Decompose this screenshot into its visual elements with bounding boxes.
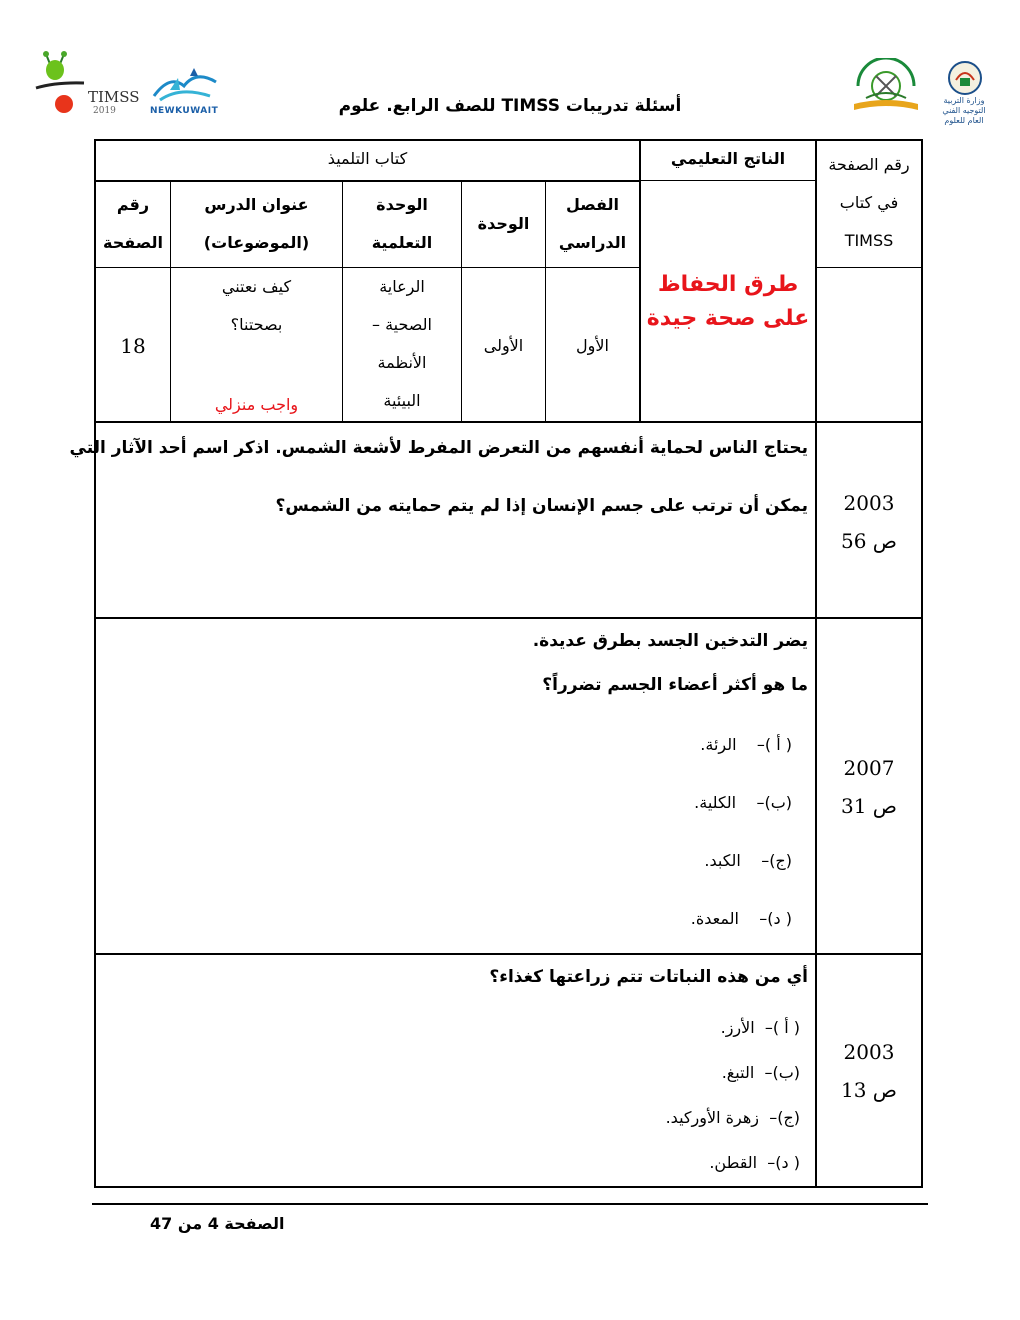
option-label: ( د)– bbox=[767, 1153, 800, 1172]
newkuwait-logo-icon bbox=[150, 66, 222, 106]
option-row bbox=[100, 1010, 800, 1055]
option-label: ( د)– bbox=[759, 909, 792, 928]
science-directorate-logo-icon bbox=[846, 58, 926, 116]
option-label: ( أ )– bbox=[764, 1018, 800, 1037]
option-label: (ب)– bbox=[756, 793, 792, 812]
header-unit: الوحدة bbox=[477, 214, 530, 233]
option-text: الكبد. bbox=[704, 851, 741, 870]
option-text: التبغ. bbox=[721, 1063, 755, 1082]
newkuwait-logo-text: NEWKUWAIT bbox=[150, 106, 219, 116]
option-text: الكلية. bbox=[694, 793, 737, 812]
learning-unit-value: الرعاية الصحية – الأنظمة البيئية bbox=[371, 277, 432, 410]
question-2-ref: 2007 ص 31 bbox=[841, 756, 897, 818]
option-label: (ج)– bbox=[761, 851, 792, 870]
option-row bbox=[100, 1145, 800, 1190]
learning-outcome-value: طرق الحفاظ على صحة جيدة bbox=[646, 272, 810, 331]
header-learning-outcome: الناتج التعليمي bbox=[670, 149, 786, 168]
option-row bbox=[100, 842, 792, 900]
option-row bbox=[100, 1055, 800, 1100]
timss-logo-text: TIMSS bbox=[88, 88, 140, 106]
option-text: القطن. bbox=[709, 1153, 758, 1172]
header-lesson-title: عنوان الدرس (الموضوعات) bbox=[203, 195, 310, 252]
question-3-options bbox=[100, 1010, 800, 1190]
footer-divider bbox=[92, 1203, 928, 1205]
question-2-options bbox=[100, 726, 792, 958]
timss-logo-year: 2019 bbox=[93, 106, 116, 116]
option-text: الرئة. bbox=[700, 735, 737, 754]
header-learning-unit: الوحدة التعلمية bbox=[371, 195, 433, 252]
option-label: ( أ )– bbox=[756, 735, 792, 754]
option-label: (ج)– bbox=[769, 1108, 800, 1127]
option-label: (ب)– bbox=[764, 1063, 800, 1082]
header-student-book: كتاب التلميذ bbox=[327, 149, 408, 168]
header-semester: الفصل الدراسي bbox=[558, 195, 627, 252]
option-row bbox=[100, 784, 792, 842]
homework-label: واجب منزلي bbox=[214, 395, 299, 414]
header-page-number: رقم الصفحة bbox=[102, 195, 163, 252]
question-2-text: يضر التدخين الجسد بطرق عديدة. ما هو أكثر أعضاء الجسم تضرراً؟ bbox=[532, 631, 808, 695]
page-number-footer: الصفحة 4 من 47 bbox=[150, 1214, 285, 1233]
unit-value: الأولى bbox=[483, 336, 524, 355]
ministry-of-education-emblem-icon bbox=[944, 58, 986, 98]
option-row bbox=[100, 1100, 800, 1145]
question-3-ref: 2003 ص 13 bbox=[841, 1040, 897, 1102]
option-text: زهرة الأوركيد. bbox=[665, 1108, 760, 1127]
option-text: الأرز. bbox=[720, 1018, 755, 1037]
question-1-text: يحتاج الناس لحماية أنفسهم من التعرض المفرط لأشعة الشمس. اذكر اسم أحد الآثار التي يمكن أن ترتب على جسم الإنسان إذا لم يتم حمايته من الشمس؟ bbox=[69, 438, 808, 516]
option-row bbox=[100, 900, 792, 958]
page-number-value: 18 bbox=[120, 334, 146, 358]
question-1-ref: 2003 ص 56 bbox=[841, 491, 897, 553]
page-title: أسئلة تدريبات TIMSS للصف الرابع. علوم bbox=[338, 96, 682, 116]
timss-logo-icon bbox=[34, 50, 90, 122]
option-row bbox=[100, 726, 792, 784]
question-3-text: أي من هذه النباتات تتم زراعتها كغذاء؟ bbox=[489, 967, 808, 987]
ministry-label: وزارة التربية التوجيه الفني العام للعلوم bbox=[942, 96, 986, 125]
option-text: المعدة. bbox=[690, 909, 739, 928]
lesson-title-value: كيف نعتني بصحتنا؟ bbox=[221, 277, 292, 334]
semester-value: الأول bbox=[576, 336, 609, 355]
header-page-in-timss: رقم الصفحة في كتاب TIMSS bbox=[828, 155, 910, 250]
